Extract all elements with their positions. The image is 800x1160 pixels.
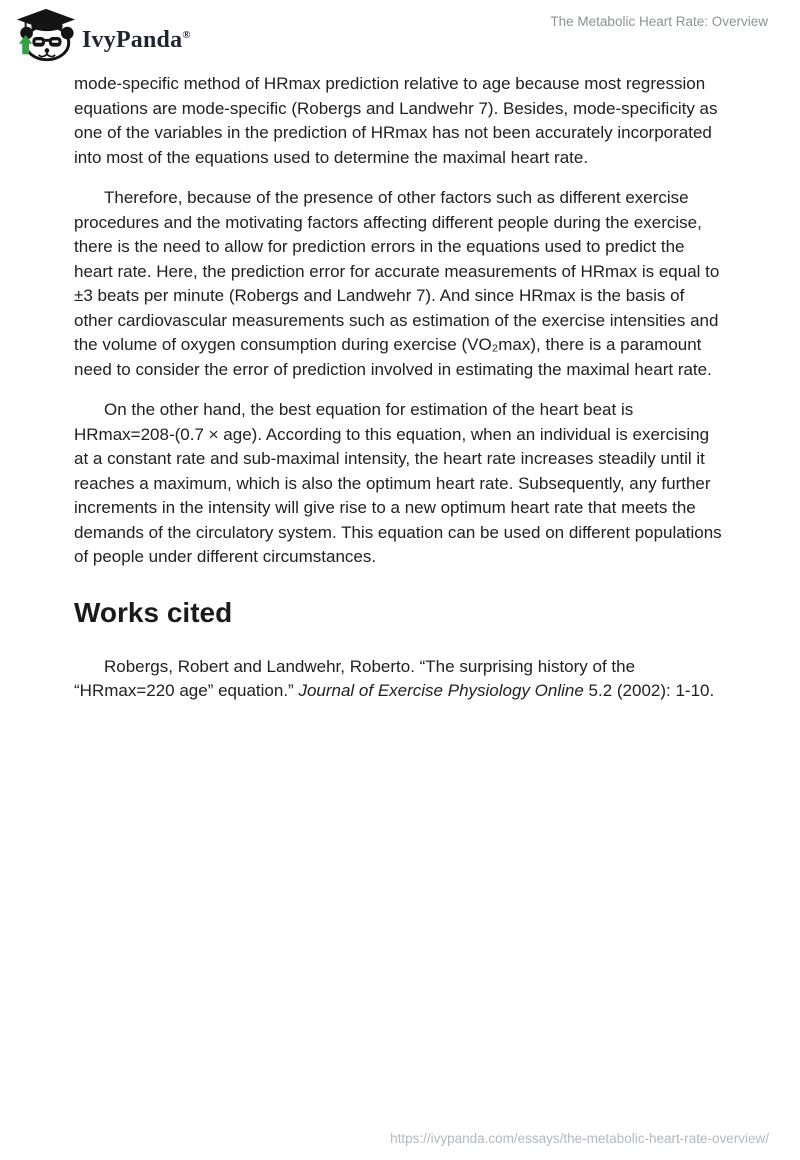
essay-body — [74, 58, 726, 704]
paragraph-1: mode-specific method of HRmax prediction relative to age because most regression equations are mode-specific (Robergs and Landwehr 7). Besides, mode-specificity as one of the variables in the prediction of HRmax has not been accurately incorporated into most of the equations used to determine the maximal heart rate. — [74, 74, 718, 167]
paragraph-3: On the other hand, the best equation for estimation of the heart beat is HRmax=208-(0.7 × age). According to this equation, when an individual is exercising at a constant rate and sub-maximal intensity, the heart rate increases steadily until it reaches a maximum, which is also the optimum heart rate. Subsequently, any further increments in the intensity will give rise to a new optimum heart rate that meets the demands of the circulatory system. This equation can be used on different populations of people under different circumstances. — [74, 400, 722, 566]
registered-trademark: ® — [182, 29, 191, 41]
page-header — [0, 0, 800, 58]
citation-text: Robergs, Robert and Landwehr, Roberto. “The surprising history of the “HRmax=220 age” equation.” — [74, 656, 636, 700]
citation-journal-title: Journal of Exercise Physiology Online — [298, 681, 584, 700]
works-cited-heading: Works cited — [74, 596, 233, 628]
paragraph-2: Therefore, because of the presence of other factors such as different exercise procedures and the motivating factors affecting different people during the exercise, there is the need to allow for prediction errors in the equations used to predict the heart rate. Here, the prediction error for accurate measurements of HRmax is equal to ±3 beats per minute (Robergs and Landwehr 7). And since HRmax is the basis of other cardiovascular measurements such as estimation of the exercise intensities and the volume of oxygen consumption during exercise (VO₂max), there is a paramount need to consider the error of prediction involved in estimating the maximal heart rate. — [74, 188, 720, 379]
citation-pages: 5.2 (2002): 1-10. — [583, 681, 715, 700]
citation-entry — [74, 655, 726, 704]
document-title: The Metabolic Heart Rate: Overview — [550, 14, 768, 29]
ivypanda-panda-icon — [14, 8, 76, 62]
ivypanda-logo — [14, 8, 191, 62]
brand-name: IvyPanda® — [82, 27, 191, 53]
source-url[interactable]: https://ivypanda.com/essays/the-metabolic-heart-rate-overview/ — [390, 1131, 769, 1146]
